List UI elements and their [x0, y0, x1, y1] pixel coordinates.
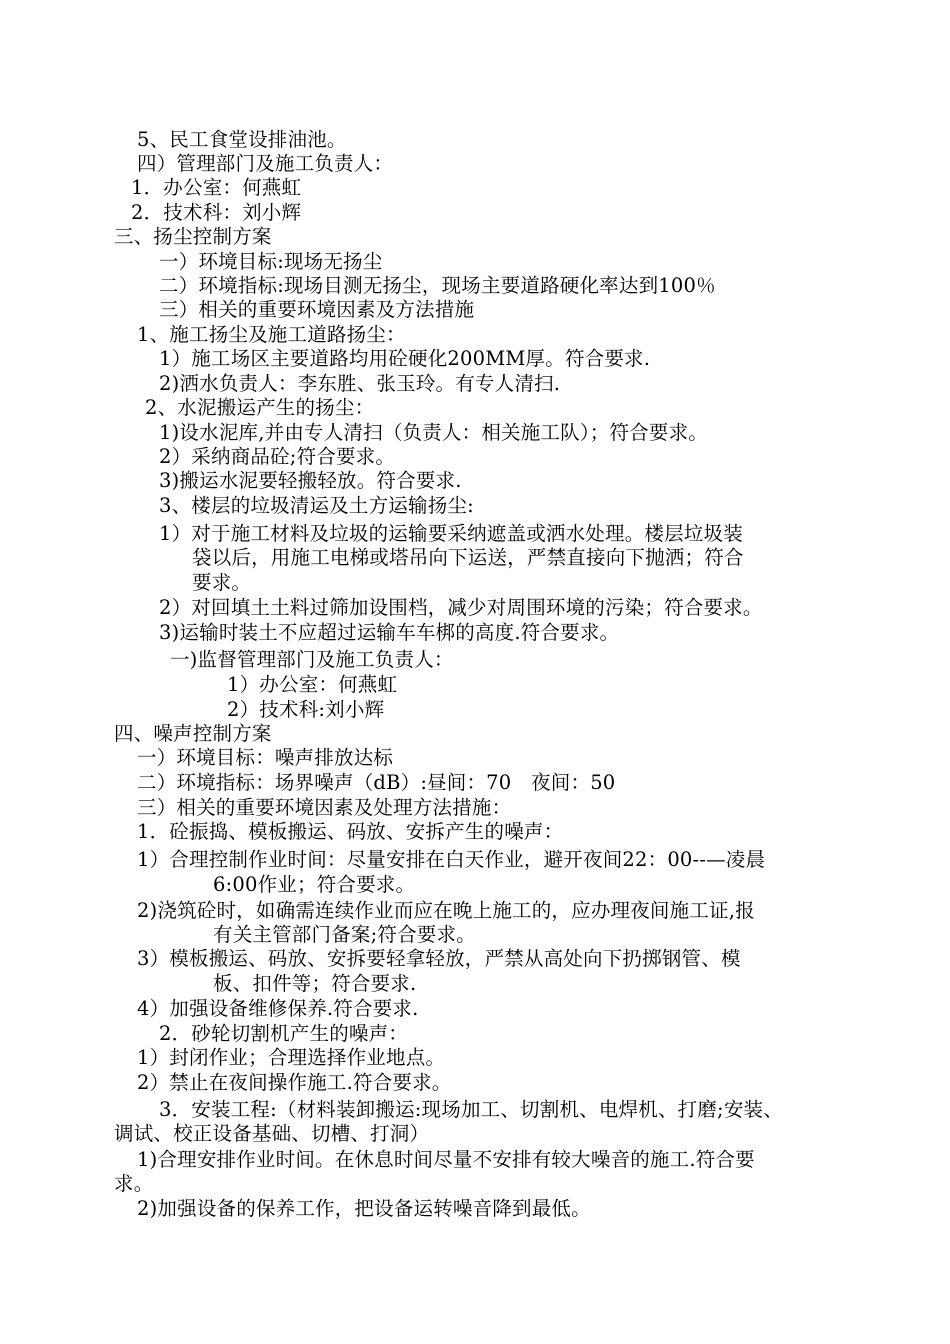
- text-line: 3）模板搬运、码放、安拆要轻拿轻放，严禁从高处向下扔掷钢管、模: [137, 947, 741, 970]
- text-line: 一)监督管理部门及施工负责人：: [170, 648, 454, 671]
- text-line: 求。: [114, 1172, 154, 1195]
- text-line: 2．技术科：刘小辉: [131, 201, 302, 224]
- text-line: 2、水泥搬运产生的扬尘：: [145, 396, 375, 419]
- text-line: 4）加强设备维修保养.符合要求.: [137, 997, 419, 1020]
- text-line: 2．砂轮切割机产生的噪声：: [159, 1022, 409, 1045]
- text-line: 1）合理控制作业时间：尽量安排在白天作业，避开夜间22：00--—凌晨: [137, 848, 766, 871]
- text-line: 板、扣件等；符合要求.: [213, 972, 417, 995]
- text-line: 1．办公室：何燕虹: [131, 176, 302, 199]
- text-line: 一）环境目标:现场无扬尘: [159, 250, 383, 273]
- text-line: 一）环境目标：噪声排放达标: [137, 746, 394, 769]
- text-line: 三）相关的重要环境因素及处理方法措施：: [137, 796, 512, 819]
- text-line: 2)洒水负责人：李东胜、张玉玲。有专人清扫.: [159, 372, 561, 395]
- text-line: 1)合理安排作业时间。在休息时间尽量不安排有较大噪音的施工.符合要: [137, 1148, 755, 1171]
- text-line: 1）施工场区主要道路均用砼硬化200MM厚。符合要求.: [159, 347, 651, 370]
- text-line: 二）环境指标:现场目测无扬尘，现场主要道路硬化率达到100％: [159, 274, 716, 297]
- text-line: 6:00作业；符合要求。: [213, 873, 416, 896]
- text-line: 3)搬运水泥要轻搬轻放。符合要求.: [159, 469, 462, 492]
- text-line: 有关主管部门备案;符合要求。: [213, 923, 476, 946]
- text-line: 3、楼层的垃圾清运及土方运输扬尘:: [159, 494, 474, 517]
- text-line: 5、民工食堂设排油池。: [137, 128, 347, 151]
- text-line: 二）环境指标：场界噪声（dB）:昼间：70 夜间：50: [137, 771, 616, 794]
- text-line: 2）对回填土土料过筛加设围档，减少对周围环境的污染；符合要求。: [159, 596, 763, 619]
- text-line: 四）管理部门及施工负责人：: [137, 152, 394, 175]
- text-line: 1．砼振捣、模板搬运、码放、安拆产生的噪声：: [137, 820, 564, 843]
- text-line: 3．安装工程:（材料装卸搬运:现场加工、切割机、电焊机、打磨;安装、: [159, 1098, 783, 1121]
- text-line: 2）技术科:刘小辉: [227, 698, 385, 721]
- text-line: 要求。: [192, 571, 252, 594]
- text-line: 2）采纳商品砼;符合要求。: [159, 445, 396, 468]
- text-line: 2）禁止在夜间操作施工.符合要求。: [137, 1071, 452, 1094]
- text-line: 1、施工扬尘及施工道路扬尘：: [137, 323, 406, 346]
- text-line: 袋以后，用施工电梯或塔吊向下运送，严禁直接向下抛洒；符合: [192, 546, 744, 569]
- text-line: 三）相关的重要环境因素及方法措施: [159, 298, 475, 321]
- text-line: 3)运输时装土不应超过运输车车梆的高度.符合要求。: [159, 621, 620, 644]
- section-heading: 三、扬尘控制方案: [114, 225, 272, 248]
- text-line: 2)加强设备的保养工作，把设备运转噪音降到最低。: [137, 1197, 591, 1220]
- text-line: 1）办公室：何燕虹: [227, 673, 398, 696]
- section-heading: 四、噪声控制方案: [114, 722, 272, 745]
- text-line: 调试、校正设备基础、切槽、打洞）: [114, 1122, 430, 1145]
- text-line: 1）封闭作业；合理选择作业地点。: [137, 1046, 446, 1069]
- text-line: 1)设水泥库,并由专人清扫（负责人：相关施工队）；符合要求。: [159, 421, 708, 444]
- text-line: 2)浇筑砼时，如确需连续作业而应在晚上施工的，应办理夜间施工证,报: [137, 899, 755, 922]
- text-line: 1）对于施工材料及垃圾的运输要采纳遮盖或洒水处理。楼层垃圾装: [159, 522, 743, 545]
